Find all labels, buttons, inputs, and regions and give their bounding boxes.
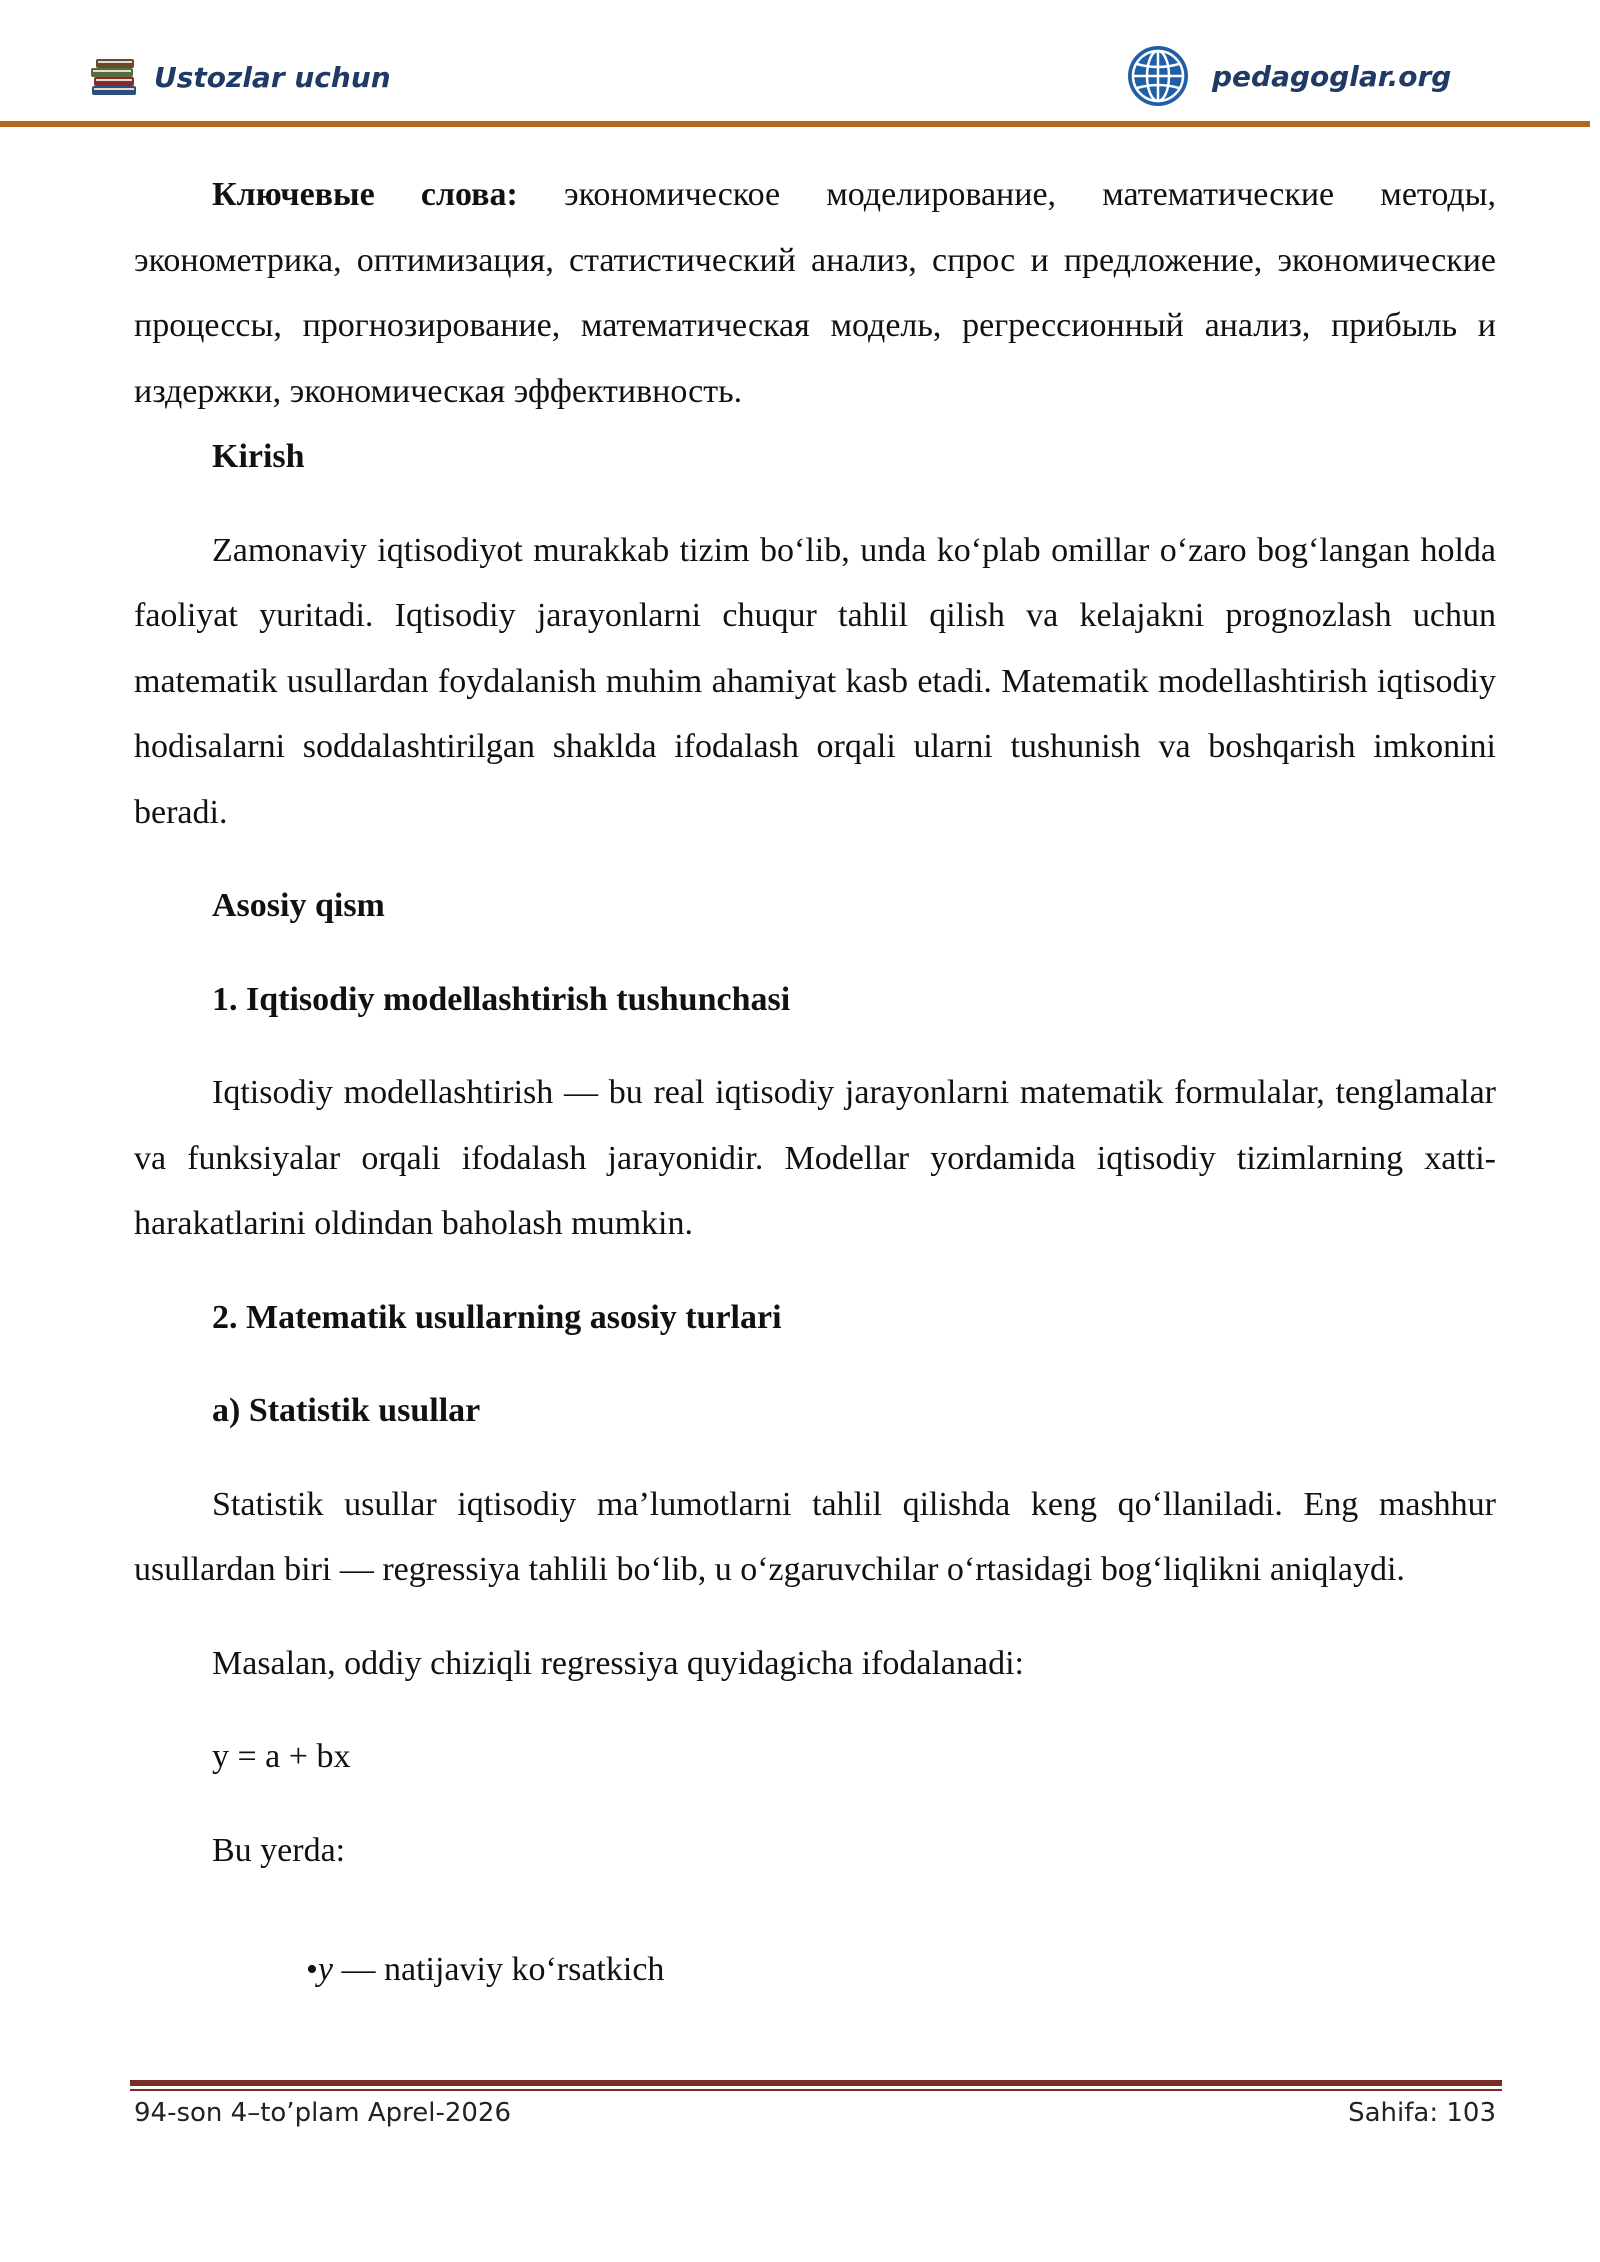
section2-heading: 2. Matematik usullarning asosiy turlari bbox=[212, 1298, 782, 1336]
books-icon bbox=[86, 52, 142, 102]
article-body bbox=[134, 162, 1496, 2003]
section1-paragraph: Iqtisodiy modellashtirish — bu real iqtisodiy jarayonlarni matematik formulalar, tenglamalar va funksiyalar orqali ifodalash jarayonidir. Modellar yordamida iqtisodiy tizimlarning xatti-harakatlarini oldindan baholash mumkin. bbox=[134, 1074, 1496, 1242]
header-divider bbox=[0, 121, 1590, 127]
bullet-dot: • bbox=[306, 1951, 318, 1988]
section1-heading: 1. Iqtisodiy modellashtirish tushunchasi bbox=[212, 980, 791, 1018]
page-header bbox=[0, 0, 1600, 130]
section2-subheading: a) Statistik usullar bbox=[212, 1392, 481, 1429]
spacer bbox=[134, 1350, 1496, 1378]
example-intro: Masalan, oddiy chiziqli regressiya quyidagicha ifodalanadi: bbox=[212, 1644, 1024, 1682]
bullet-text: — natijaviy ko‘rsatkich bbox=[333, 1951, 665, 1988]
header-right-brand-text[interactable]: pedagoglar.org bbox=[1212, 59, 1452, 93]
spacer bbox=[134, 1032, 1496, 1060]
footer-page-number: Sahifa: 103 bbox=[1348, 2098, 1496, 2128]
spacer bbox=[134, 1257, 1496, 1285]
spacer bbox=[134, 490, 1496, 518]
spacer bbox=[134, 939, 1496, 967]
keywords-text: экономическое моделирование, математические методы, эконометрика, оптимизация, статистический анализ, спрос и предложение, экономические процессы, прогнозирование, математическая модель, регрессионный анализ, прибыль и издержки, экономическая эффективность. bbox=[134, 176, 1496, 410]
footer-divider-thin bbox=[130, 2089, 1502, 2091]
kirish-paragraph: Zamonaviy iqtisodiyot murakkab tizim bo‘lib, unda ko‘plab omillar o‘zaro bog‘langan holda faoliyat yuritadi. Iqtisodiy jarayonlarni chuqur tahlil qilish va kelajakni prognozlash uchun matematik usullardan foydalanish muhim ahamiyat kasb etadi. Matematik modellashtirish iqtisodiy hodisalarni soddalashtirilgan shaklda ifodalash orqali ularni tushunish va boshqarish imkonini beradi. bbox=[134, 531, 1496, 831]
spacer bbox=[134, 1790, 1496, 1818]
spacer bbox=[134, 1883, 1496, 1911]
section-heading-kirish: Kirish bbox=[212, 438, 305, 475]
footer-divider-thick bbox=[130, 2080, 1502, 2086]
keywords-paragraph bbox=[134, 162, 1496, 424]
spacer bbox=[134, 1444, 1496, 1472]
spacer bbox=[134, 845, 1496, 873]
spacer bbox=[134, 1696, 1496, 1724]
where-label: Bu yerda: bbox=[212, 1831, 346, 1869]
spacer bbox=[134, 1911, 1496, 1937]
bullet-variable: y bbox=[317, 1951, 333, 1988]
section-heading-main: Asosiy qism bbox=[212, 887, 385, 924]
spacer bbox=[134, 1603, 1496, 1631]
keywords-label: Ключевые слова: bbox=[212, 176, 518, 213]
regression-formula: y = a + bx bbox=[212, 1738, 351, 1775]
header-right-brand bbox=[1126, 44, 1451, 108]
list-item bbox=[306, 1937, 1496, 2003]
header-left-brand-text: Ustozlar uchun bbox=[154, 60, 391, 94]
globe-icon bbox=[1126, 44, 1190, 108]
header-left-brand bbox=[86, 52, 391, 102]
section2-paragraph: Statistik usullar iqtisodiy ma’lumotlarni tahlil qilishda keng qo‘llaniladi. Eng mashhur usullardan biri — regressiya tahlili bo‘lib, u o‘zgaruvchilar o‘rtasidagi bog‘liqlikni aniqlaydi. bbox=[134, 1485, 1496, 1588]
footer-issue: 94-son 4–to’plam Aprel-2026 bbox=[134, 2098, 511, 2128]
